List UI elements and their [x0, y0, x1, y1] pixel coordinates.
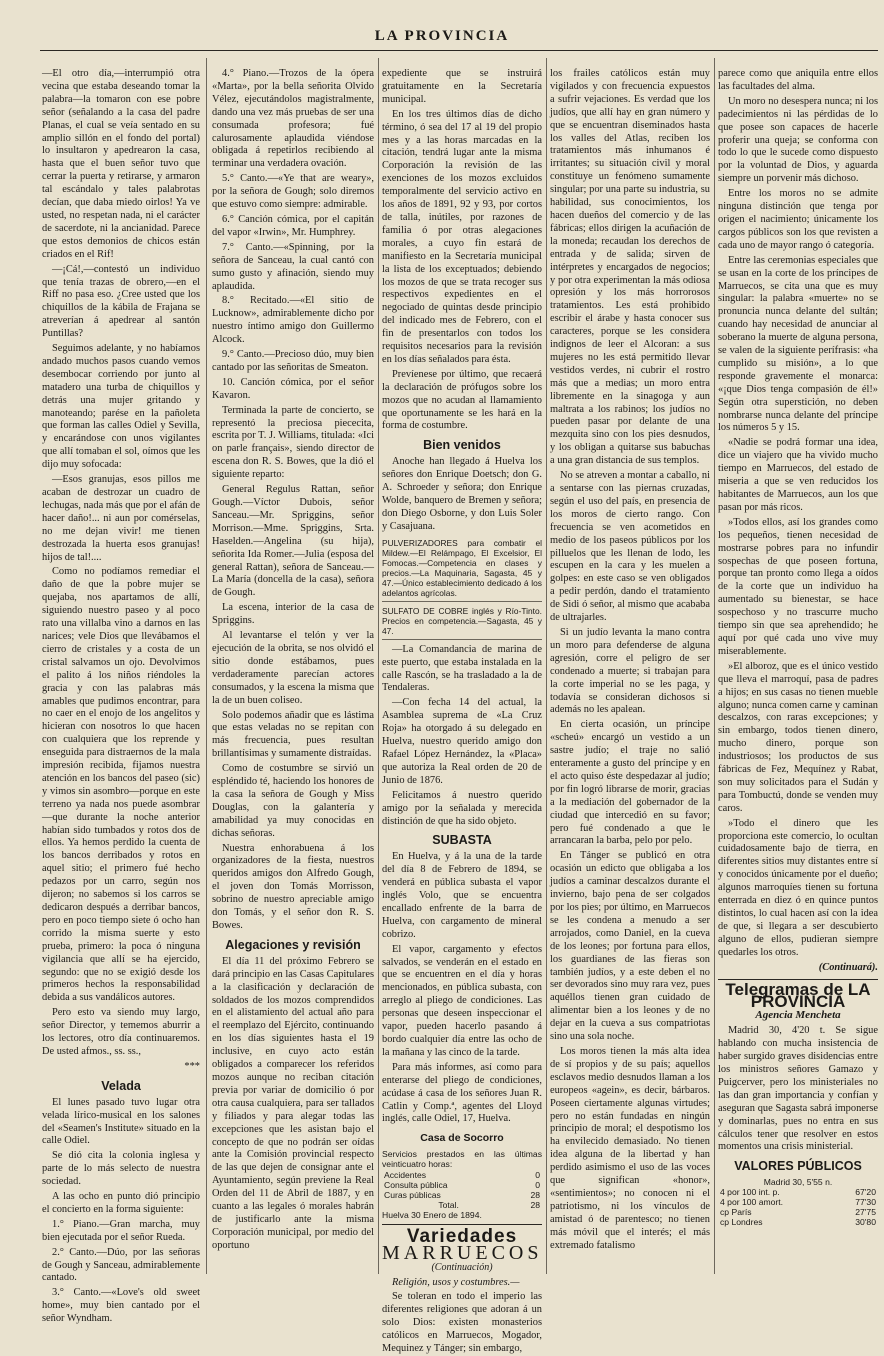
valores-table — [718, 1187, 878, 1227]
section-rule — [382, 1224, 542, 1225]
heading-variedades: Variedades — [406, 1225, 518, 1247]
table-cell: 0 — [535, 1179, 540, 1190]
table-row — [382, 1200, 542, 1210]
paragraph: 10. Canción cómica, por el señor Kavaron. — [212, 376, 374, 401]
paragraph: Solo podemos añadir que es lástima que estas veladas no se repitan con más frecuencia, pues resultan brillantísimas y sumamente distraídas. — [212, 709, 374, 760]
agencia-name: Agencia Mencheta — [755, 1009, 841, 1022]
paragraph: Como no podíamos remediar el daño de que la pobre mujer se quejaba, nos apartamos de allí, siguiendo nuestro paseo y al poco rato una villalba vino a darnos en las narices; vele Dios que llevábamos el cierro de cristales y a costa de un cristal salvamos un ojo. Devolvimos el palito á los niños riéndoles la gracia y con las palabras más amables que pudimos encontrar, para no caer en el enojo de los angelitos y hicieran con nosotros lo que hacen con cualquiera que los reprende y enseguida para distraernos de la mala impresión recibida, fijamos nuestra atención en los bancos del paseo (sic) y vimos sin asombro—porque en este terreno ya nada nos puede asombrar—que durante la noche anterior habían sido tumbados y rotos dos de ellos. Ya hemos perdido la cuenta de los bancos derribados y rotos en aquel sitio; el primero fué hecho pedazos por un carro, según nos dijeron; no sabemos si los carros se dedicaron después a derribar bancos, pero en poco tiempo siete ó ocho han corrido la misma suerte y esto prueba, primero: la poca ó ninguna vigilancia que allí se ha ejercido, segundo: que no se exigió desde los primeros hechos la responsabilidad debida a sus vandálicos autores. — [42, 566, 200, 1004]
heading-marruecos: MARRUECOS — [382, 1241, 543, 1264]
paragraph: —Con fecha 14 del actual, la Asamblea suprema de «La Cruz Roja» ha otorgado á su delegado en Huelva, nuestro querido amigo don Rafael López Hernández, la «Placa» que autoriza la Real orden de 20 de Junio de 1876. — [382, 697, 542, 786]
column-divider — [378, 58, 379, 1274]
subtitle-religion: Religión, usos y costumbres.— — [392, 1276, 520, 1288]
paragraph: Anoche han llegado á Huelva los señores don Enrique Doetsch; don G. A. Schroeder y señora; don Enrique Wolde, banquero de Bremen y señora; don Diego Osborne, y don Luis Soler y Casajuana. — [382, 456, 542, 532]
paragraph: —¡Cá!,—contestó un individuo que tenía trazas de obrero,—en el Riff no pasa eso. ¿Cree usted que los chiquillos de la kábila de Frajana se atreverían á apedrear al santón Puntillas? — [42, 263, 200, 340]
table-cell: cp París — [720, 1207, 752, 1218]
heading-valores: VALORES PÚBLICOS — [734, 1159, 862, 1174]
paragraph: Pero esto va siendo muy largo, señor Director, y tememos aburrir a los lectores, otro día continuaremos. De usted afmos., ss. ss., — [42, 1007, 200, 1057]
table-cell: 28 — [530, 1199, 540, 1210]
socorro-date: Huelva 30 Enero de 1894. — [382, 1209, 482, 1220]
paragraph: Como de costumbre se sirvió un espléndido té, haciendo los honores de la casa la señora de Gough y Miss Douglas, con la galantería y amabilidad ya muy conocidas en dichas señoras. — [212, 763, 374, 839]
paragraph: parece como que aniquila entre ellos las facultades del alma. — [718, 68, 878, 92]
table-cell: 4 por 100 amort. — [720, 1197, 784, 1208]
table-cell: 0 — [535, 1169, 540, 1180]
table-cell: Consulta pública — [384, 1179, 448, 1190]
continuation-note: (Continuación) — [431, 1261, 493, 1273]
paragraph: »El alboroz, que es el único vestido que lleva el marroquí, pasa de padres a hijos; en sus casas no tienen mueble alguno; nunca comen carne y caminan descalzos, con raras excepciones; y sin embargo, todos tienen dinero, mucho dinero, porque son industriosos; los productos de sus fábricas de Fez, Mequínez y Rabat, son muy solicitados para el Sudán y para Tombuctú, donde se venden muy caros. — [718, 660, 878, 814]
paragraph: 5.° Canto.—«Ye that are weary», por la señora de Gough; solo diremos que estuvo como siempre: admirable. — [212, 173, 374, 211]
signature: *** — [184, 1060, 200, 1072]
paragraph: En cierta ocasión, un príncipe «scheú» encargó un vestido a un sastre judío; el traje no salió enteramente a gusto del príncipe y en el acto quiso éste despedazar al judío; por fin logró librarse de morir, gracias a la mediación del gobernador de la ciudad que intercedió en su favor; pero fué condenado a que le arrancaran la barba, pelo por pelo. — [550, 719, 710, 847]
paragraph: En Tánger se publicó en otra ocasión un edicto que obligaba a los judíos a caminar descalzos durante el invierno, bajo pena de ser colgados por los pies; por último, en Marruecos se les condena a menudo a ser arrojados, como Daniel, en la cueva de los leones; por fortuna para ellos, los guardianes de las fieras son también judíos, y a este deben el no ser devorados sino muy rara vez, pues aquéllos tienen gran cuidado de alimentar bien a los leones y de no dejar en la cueva a sus compatriotas sino una sola noche. — [550, 850, 710, 1043]
table-row — [382, 1170, 542, 1180]
table-row — [382, 1180, 542, 1190]
paragraph: los frailes católicos están muy vigilados y con frecuencia expuestos a sufrir vejaciones. Es verdad que los judíos, que allí hay en gran número y que se encuentran diseminados hasta los valles del Atlas, reciben los tratamientos más inhumanos é irritantes; su situación civil y moral constituye un fenómeno sumamente singular; por una parte su industria, su habilidad, sus conocimientos, los hacen dueños del comercio y de las fábricas; ellos dirigen la acuñación de la moneda; recaudan los derechos de entrada y de salida; sirven de intérpretes y encargados de negocios; y por otra experimentan la más odiosa opresión y los más horrorosos tratamientos. Les está prohibido escribir el árabe y hasta conocer sus caracteres, porque se les considera indignos de leer el Alcoran: a sus mujeres no les está permitido llevar vestidos verdes, ni cubrir el rostro más que a medias; un moro entra libremente en la sinagoga y aun maltrata a los rabinos; los judíos no pueden pasar por delante de una mezquita sino con los pies desnudos, y los obligan a quitarse sus babuchas a una gran distancia de sus templos. — [550, 68, 710, 467]
paragraph: Entre los moros no se admite ninguna distinción que tenga por origen el nacimiento; únicamente los cargos públicos son los que revisten a cada uno de mayor rango ó categoría. — [718, 188, 878, 251]
heading-casa-socorro: Casa de Socorro — [420, 1132, 504, 1145]
table-row — [718, 1207, 878, 1217]
column-divider — [206, 58, 207, 1274]
paragraph: El día 11 del próximo Febrero se dará principio en las Casas Capitulares a la clasificación y declaración de soldados de los mozos comprendidos en el alistamiento del actual año para el reemplazo del Ejército, continuando en los días siguientes hasta el 19 inclusive, en cuyo acto están obligados a comparecer los referidos mozos aunque no reciban citación previa por variar de domicilio ó por otra causa cualquiera, para ser tallados y filiados y para alegar todas las excepciones que les asistan bajo el concepto de que no podrán ser oídas ante la Comisión provincial respecto de las que dejen de consignar ante el Ayuntamiento, según previene la Real Orden del 11 de Abril de 1887, y en cuanto a las legales ó morales habrán de justificarlo ante la misma Corporación municipal, por medio del oportuno — [212, 955, 374, 1251]
paragraph: General Regulus Rattan, señor Gough.—Víctor Dubois, señor Sanceau.—Mr. Spriggins, señor Morrison.—Mme. Spriggins, Srta. Haselden.—Angelina (su hija), señorita Ida Romer.—Julia (esposa del general Rattan), señora de Sanceau.—La María (doncella de la casa), señora de Gough. — [212, 484, 374, 599]
table-cell: 77'30 — [855, 1197, 876, 1208]
socorro-subtitle: Servicios prestados en las últimas veinticuatro horas: — [382, 1149, 542, 1170]
paragraph: En los tres últimos días de dicho término, ó sea del 17 al 19 del propio mes y a las horas marcadas en la citación, tendrá lugar ante la misma Corporación la revisión de las exenciones de los mozos excluidos temporalmente del servicio activo en los años de 1891, 92 y 93, por cortos de talla, inútiles, por razones de familia ó por otras alegaciones morales, a cuyo fin estará de manifiesto en la Secretaría municipal la lista de los exceptuados; debiendo los mozos de que se trata recoger sus respectivos expedientes en el negociado de quintas desde principio del indicado mes de Febrero, con el fin de presentarlos con todos los requisitos necesarios para la revisión en los días señalados para ésta. — [382, 108, 542, 365]
heading-bien-venidos: Bien venidos — [423, 438, 501, 453]
continuara-note: (Continuará). — [818, 961, 878, 973]
paragraph: expediente que se instruirá gratuitamente en la Secretaría municipal. — [382, 68, 542, 105]
paragraph: «Nadie se podrá formar una idea, dice un viajero que ha vivido mucho tiempo en Marruecos, del estado de miseria a que se ven reducidos los habitantes de Marruecos, aun los que pasan por más ricos. — [718, 437, 878, 513]
paragraph: El vapor, cargamento y efectos salvados, se venderán en el estado en que se encuentren en el día y horas mencionados, en pública subasta, con arreglo al pliego de condiciones. Las personas que deseen inspeccionar el vapor, pueden hacerlo pasando á bordo cualquier día entre las ocho de la mañana y las cinco de la tarde. — [382, 943, 542, 1058]
socorro-table — [382, 1170, 542, 1210]
column-5 — [718, 68, 878, 1274]
paragraph: —La Comandancia de marina de este puerto, que estaba instalada en la calle Rascón, se ha trasladado a la de Tendaleras. — [382, 643, 542, 694]
table-row — [718, 1197, 878, 1207]
table-cell: 28 — [530, 1189, 540, 1200]
paragraph: 3.° Canto.—«Love's old sweet home», muy bien cantado por el señor Wyndham. — [42, 1287, 200, 1325]
table-cell: Curas públicas — [384, 1189, 441, 1200]
column-divider — [546, 58, 547, 1274]
paragraph: —El otro día,—interrumpió otra vecina que estaba deseando tomar la palabra—la tomaron con ese pobre señor (señalando a la casa del padre Planas, el cual se veía sentado en su amplio sillón en el fondo del portal) lo insultaron y apedrearon la casa, hasta que el buen señor tuvo que cerrar la puerta y retirarse, y armaron tal escándalo y tales palabrotas decían, que daba miedo oirlos! Ya ve usted, no respetan nada, ni el carácter de sacerdote, ni la ancianidad. Parece que estos demonios de chicos están criados en el Rif! — [42, 68, 200, 260]
heading-alegaciones: Alegaciones y revisión — [225, 937, 361, 952]
column-3 — [382, 68, 543, 1355]
advertisement-pulverizadores: PULVERIZADORES para combatir el Mildew.—El Relámpago, El Excelsior, El Fomocas.—Competencia en clases y precios.—La Maquinaria, Sagasta, 45 y 47.—Único establecimiento dedicado á los adelantos agrícolas. — [382, 538, 542, 602]
paragraph: Terminada la parte de concierto, se representó la preciosa piececita, escrita por T. J. Williams, titulada: «Ici on parle français», siendo director de escena don R. S. Bowes, que la dió el siguiente reparto: — [212, 404, 374, 481]
table-row — [382, 1190, 542, 1200]
table-cell: 27'75 — [855, 1207, 876, 1218]
paragraph: Un moro no desespera nunca; ni los padecimientos ni las pérdidas de lo que posee son capaces de hacerle proferir una queja; se conforma con todo lo que le sucede como dispuesto por la voluntad de Dios, y aguarda siempre un porvenir más dichoso. — [718, 95, 878, 185]
table-cell: 30'80 — [855, 1217, 876, 1228]
paragraph: —Esos granujas, esos pillos me acaban de destrozar un cuadro de lechugas, nada más que por el afán de hacer daño!... ni aun por comérselas, no me dejan vivir! me tienen destrozada la huerta esos granujas! hijos de tal!.... — [42, 474, 200, 563]
paragraph: »Todos ellos, así los grandes como los pequeños, tienen necesidad de mostrarse pobres para no infundir sospechas de que poseen fortuna, porque tan pronto como llega a oídos de la corte que un individuo ha aumentado su bienestar, se hace sospechoso y no trascurre mucho tiempo sin que sea aprehendido; he aquí por qué cada uno vive muy miserablemente. — [718, 516, 878, 657]
paragraph: Seguimos adelante, y no habíamos andado muchos pasos cuando vemos desembocar corriendo por junto al matadero una turba de chiquillos y detrás una mujer gritando y manoteando; parése en la pañoleta que forman las calles Odiel y Sevilla, y encarándose con unos vigilantes que allí tomaban el sol, oímos que les dijo muy sofocada: — [42, 343, 200, 471]
heading-subasta: SUBASTA — [432, 833, 492, 848]
paragraph: A las ocho en punto dió principio el concierto en la forma siguiente: — [42, 1191, 200, 1215]
paragraph: »Todo el dinero que les proporciona este comercio, lo ocultan cuidadosamente bajo de tierra, en diferentes sitios muy distantes entre sí y conocidos únicamente por el dueño; algunos marroquíes tienen su fortuna enterrada en diez ó en quince puntos distintos, lo cual hacen así con la idea de que, si llegara a ser descubierto alguno de ellos, pudieran siempre quedarles los otros. — [718, 817, 878, 958]
paragraph: Prevíenese por último, que recaerá la declaración de prófugos sobre los mozos que no acudan al llamamiento que oportunamente se les hará en la forma de costumbre. — [382, 368, 542, 432]
paragraph: El lunes pasado tuvo lugar otra velada lírico-musical en los salones del «Seamen's Institute» situado en la calle Odiel. — [42, 1096, 200, 1147]
heading-velada: Velada — [101, 1078, 141, 1093]
paragraph: Se toleran en todo el imperio las diferentes religiones que adoran á un solo Dios: existen monasterios católicos en Marruecos, Mogador, Mequinez y Tánger; sin embargo, — [382, 1291, 542, 1355]
header-rule — [40, 50, 878, 51]
paragraph: Al levantarse el telón y ver la ejecución de la obrita, se nos olvidó el sitio donde estábamos, pues verdaderamente parecían actores consumados, y la escena la misma que la de un buen coliseo. — [212, 630, 374, 706]
column-4 — [550, 68, 710, 1274]
masthead: LA PROVINCIA — [374, 28, 510, 44]
paragraph: Si un judío levanta la mano contra un moro para defenderse de alguna agresión, corre el peligro de ser condenado a muerte; si trabajan para la corte imperial no se les paga, y todavía se consideran dichosos si además no les apalean. — [550, 626, 710, 716]
table-cell: 4 por 100 int. p. — [720, 1187, 780, 1198]
paragraph: 9.° Canto.—Precioso dúo, muy bien cantado por las señoritas de Smeaton. — [212, 349, 374, 373]
paragraph: Se dió cita la colonia inglesa y parte de lo más selecto de nuestra sociedad. — [42, 1150, 200, 1188]
table-cell: Accidentes — [384, 1169, 427, 1180]
table-row — [718, 1187, 878, 1197]
paragraph: Para más informes, así como para enterarse del pliego de condiciones, acúdase á casa de los señores Juan R. Catlin y Comp.ª, agentes del Lloyd inglés, calle Odiel, 17, Huelva. — [382, 1061, 542, 1125]
paragraph: 6.° Canción cómica, por el capitán del vapor «Irwin», Mr. Humphrey. — [212, 213, 374, 238]
paragraph: Madrid 30, 4'20 t. Se sigue hablando con mucha insistencia de haber surgido graves disidencias entre los ministros señores Gamazo y Puigcerver, pero los ministeriales no las dan gran importancia y confían y aseguran que Sagasta sabrá imponerse y dominarlas, pues no entra en sus cálculos tener que resolver en estos momentos una crisis ministerial. — [718, 1025, 878, 1153]
heading-telegramas: Telegramas de LA PROVINCIA — [725, 979, 871, 1012]
paragraph: 1.° Piano.—Gran marcha, muy bien ejecutada por el señor Rueda. — [42, 1218, 200, 1243]
paragraph: Los moros tienen la más alta idea de sí propios y de su país; aquellos esclavos medio desnudos llaman a los europeos «agein», es decir, bárbaros. Poseen ciertamente algunas virtudes; pero no están fundadas en ningún principio de moral; el despotismo los ha envilecido demasiado. No tienen idea alguna de la libertad y han perdido asimismo el uso de las voces que significan «honor», «sentimientos»; no conocen ni el patriotismo, ni los vínculos de amistad ó de parentesco; no tienen más móvil que el interés; el más extremado fatalismo — [550, 1045, 710, 1251]
paragraph: 7.° Canto.—«Spinning, por la señora de Sanceau, la cual cantó con sumo gusto y afinación, siendo muy aplaudida. — [212, 241, 374, 292]
paragraph: 8.° Recitado.—«El sitio de Lucknow», admirablemente dicho por nuestro íntimo amigo don Guillermo Alcock. — [212, 295, 374, 346]
table-cell: 67'20 — [855, 1187, 876, 1198]
paragraph: No se atreven a montar a caballo, ni a sentarse con las piernas cruzadas, según el uso del país, en presencia de los moros de cierto rango. Con frecuencia se ven acometidos en medio de los paseos públicos por los pilluelos que les llenan de lodo, les escupen en la cara y les muelen a golpes: en este caso se ven obligados a pedir perdón, dando el tratamiento de Sidi ó señor, al mismo que acababa de ultrajarles. — [550, 470, 710, 624]
paragraph: En Huelva, y á la una de la tarde del día 8 de Febrero de 1894, se venderá en pública subasta el vapor inglés Volo, que se encuentra encallado enfrente de la barra de Huelva, con cargamento de mineral cobrizo. — [382, 851, 542, 940]
paragraph: Felicitamos á nuestro querido amigo por la señalada y merecida distinción de que ha sido objeto. — [382, 789, 542, 827]
paragraph: Nuestra enhorabuena á los organizadores de la fiesta, nuestros queridos amigos don Alfredo Gough, el joven don Tomás Morrisson, sobrino de nuestro apreciable amigo don Tomás, y el señor don R. S. Bowes. — [212, 842, 374, 931]
valores-date: Madrid 30, 5'55 n. — [763, 1177, 833, 1188]
table-cell: cp Londres — [720, 1217, 763, 1228]
paragraph: Entre las ceremonias especiales que se usan en la corte de los príncipes de Marruecos, se cita una que es muy singular: la palabra «muerte» no se pronuncia nunca delante del sultán; cuando hay necesidad de anunciar al soberano la muerte de alguna persona, se valen de la siguiente perífrasis: «ha cumplido su misión», a lo que responde gravemente el monarca: «¡que Dios tenga compasión de él!» Según otra superstición, no deben nombrarse nunca delante del príncipe los números 5 y 15. — [718, 254, 878, 434]
column-divider — [714, 58, 715, 1274]
column-1 — [42, 68, 200, 1325]
paragraph: 2.° Canto.—Dúo, por las señoras de Gough y Sanceau, admirablemente cantado. — [42, 1246, 200, 1284]
table-row — [718, 1217, 878, 1227]
advertisement-sulfato: SULFATO DE COBRE inglés y Río-Tinto. Precios en competencia.—Sagasta, 45 y 47. — [382, 606, 542, 640]
table-cell: Total. — [438, 1199, 459, 1210]
paragraph: La escena, interior de la casa de Spriggins. — [212, 602, 374, 627]
paragraph: 4.° Piano.—Trozos de la ópera «Marta», por la bella señorita Olvido Vélez, ejecutándolos magistralmente, dando una vez más pruebas de ser una consumada profesora; fué calurosamente aplaudida viéndose obligada á repetirlos recibiendo al terminar una verdadera ovación. — [212, 68, 374, 170]
column-2 — [212, 68, 374, 1274]
